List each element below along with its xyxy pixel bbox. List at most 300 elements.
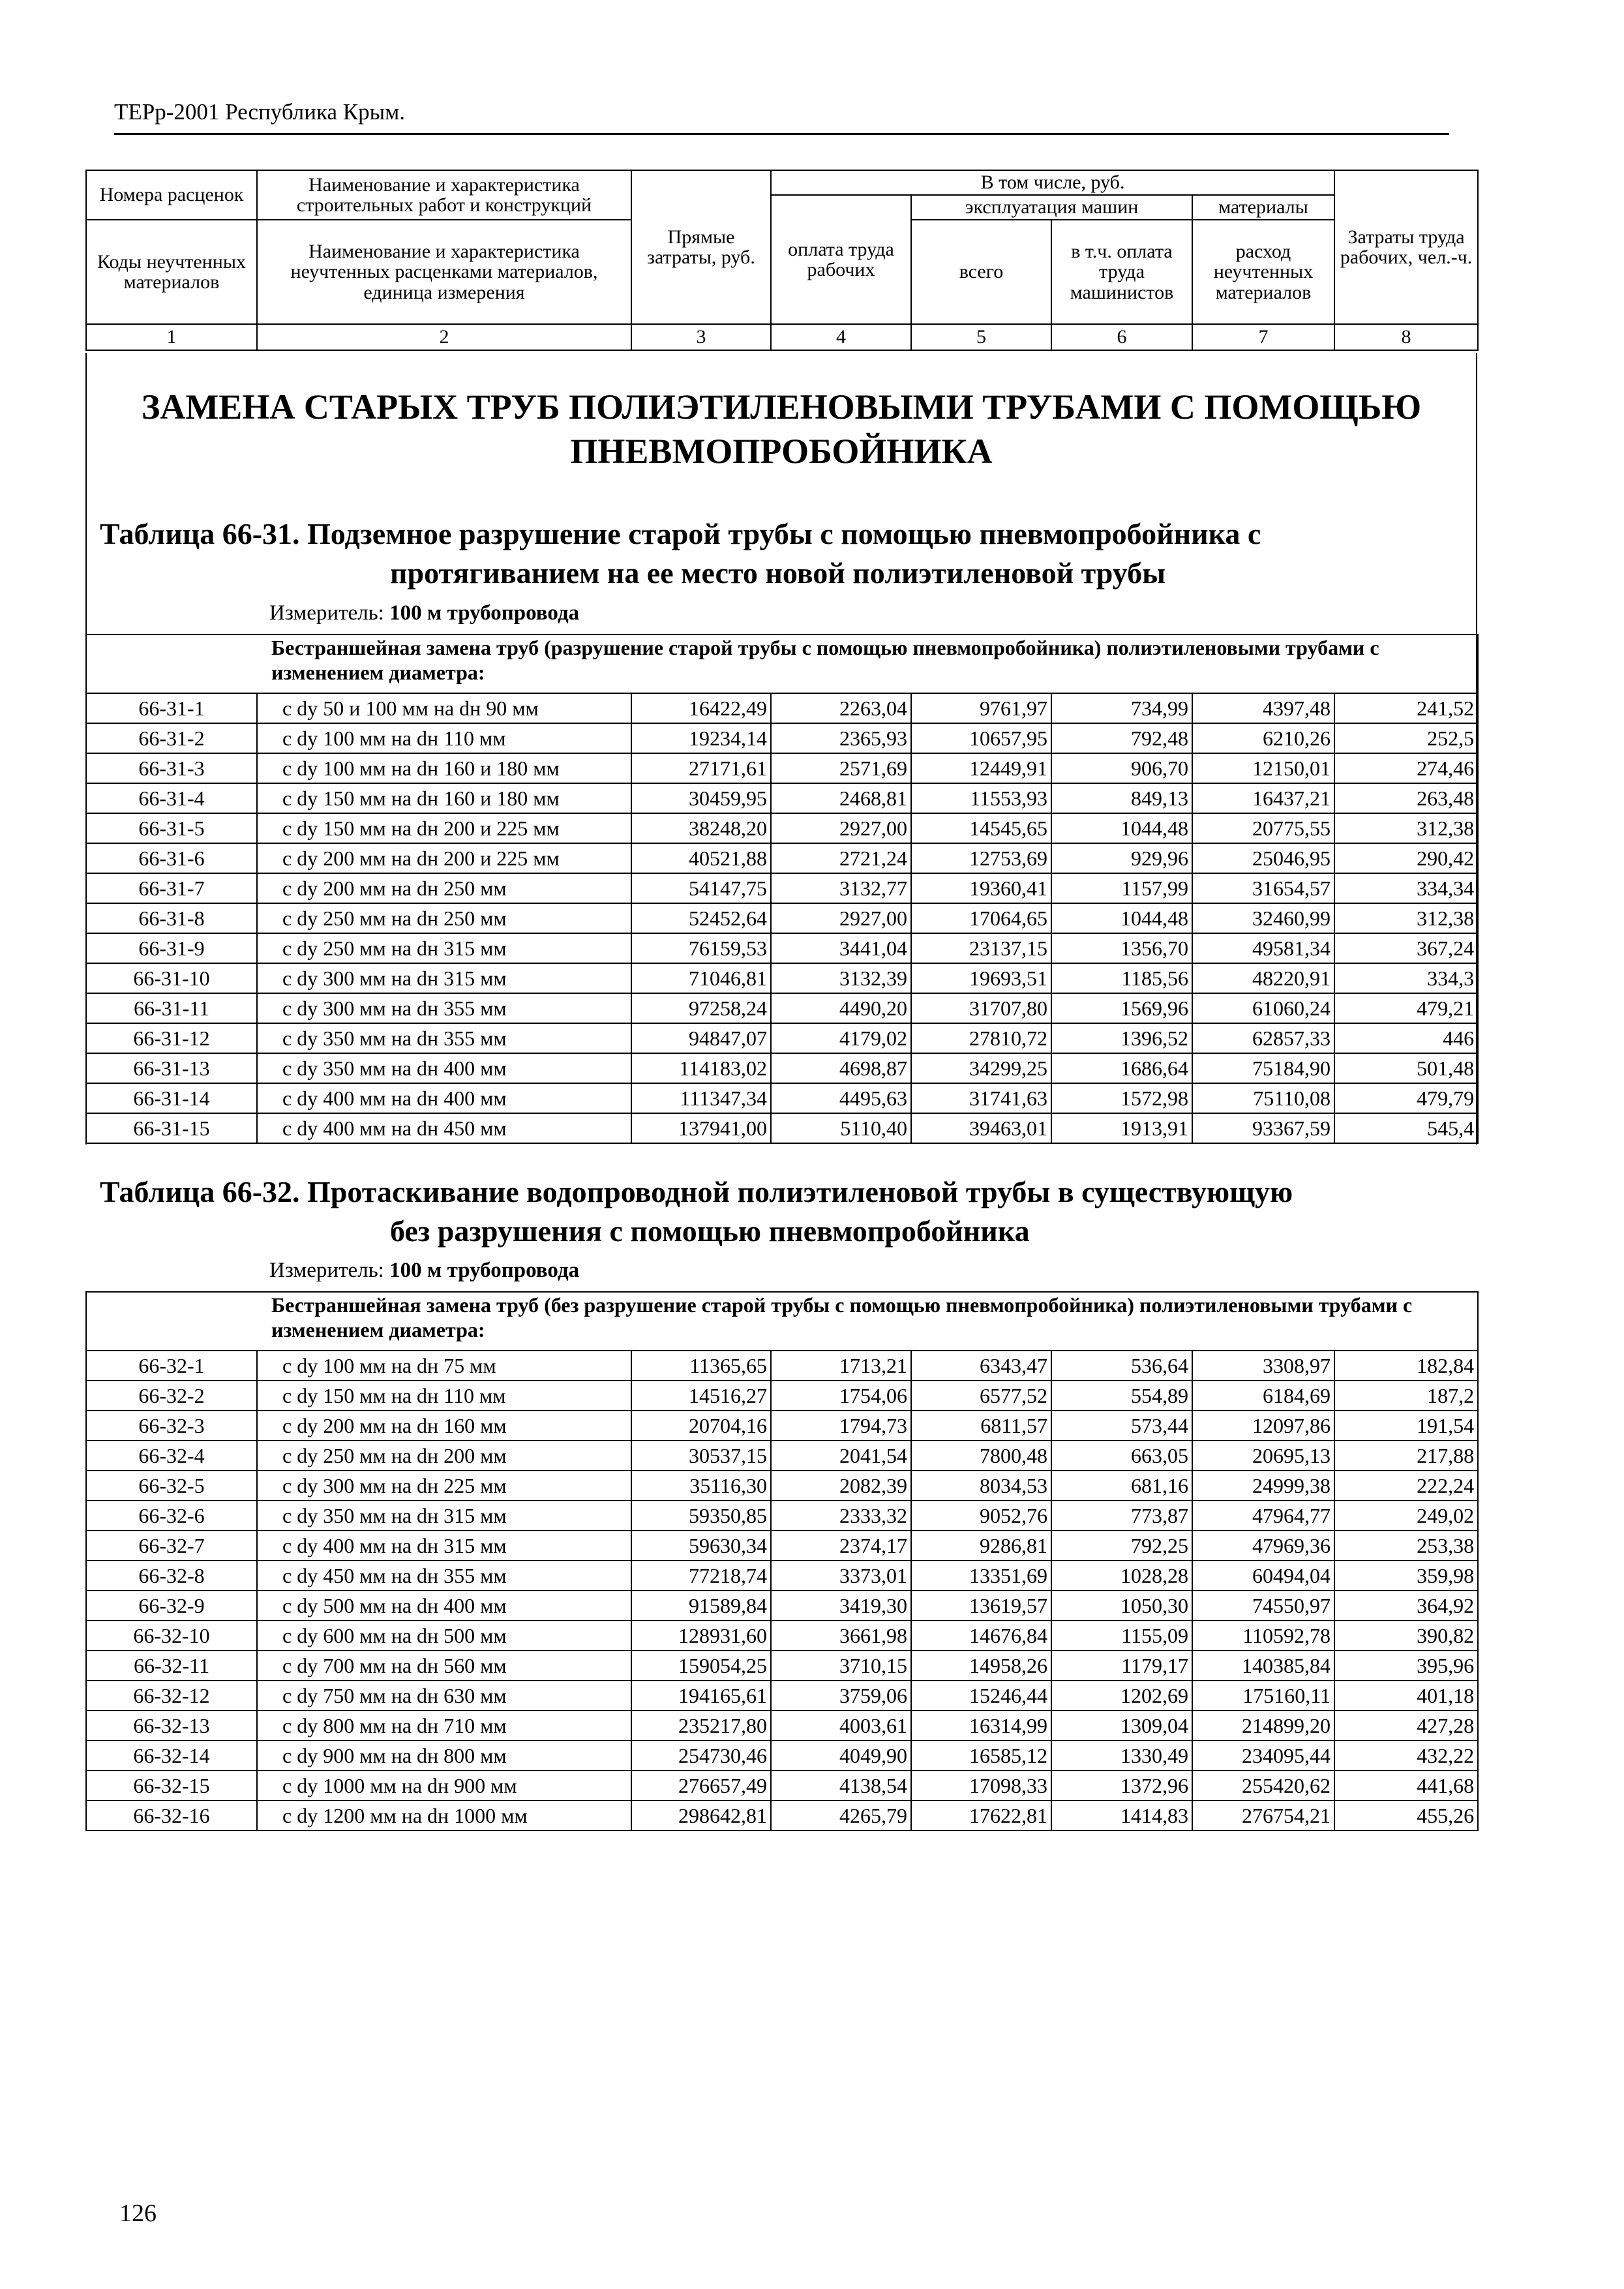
materials-cell: 75110,08 — [1192, 1083, 1334, 1113]
machine-total-cell: 14958,26 — [911, 1651, 1051, 1681]
labor-pay-cell: 4265,79 — [771, 1801, 911, 1831]
worker-hours-cell: 182,84 — [1334, 1351, 1478, 1381]
table1-title-line1: Таблица 66-31. Подземное разрушение старой трубы с помощью пневмопробойника с — [100, 517, 1261, 550]
table-row — [86, 1471, 1478, 1501]
materials-cell: 60494,04 — [1192, 1561, 1334, 1591]
section-title: ЗАМЕНА СТАРЫХ ТРУБ ПОЛИЭТИЛЕНОВЫМИ ТРУБАМИ С ПОМОЩЬЮ ПНЕВМОПРОБОЙНИКА — [141, 387, 1422, 471]
work-name-cell: с dy 900 мм на dн 800 мм — [257, 1741, 631, 1771]
work-name-cell: с dy 250 мм на dн 315 мм — [257, 933, 631, 963]
labor-pay-cell: 2927,00 — [771, 903, 911, 933]
operator-pay-cell: 1414,83 — [1051, 1801, 1192, 1831]
labor-pay-cell: 2263,04 — [771, 693, 911, 723]
direct-costs-cell: 30537,15 — [631, 1441, 771, 1471]
worker-hours-cell: 401,18 — [1334, 1681, 1478, 1711]
work-name-cell: с dy 400 мм на dн 315 мм — [257, 1531, 631, 1561]
page-number: 126 — [119, 2200, 157, 2227]
worker-hours-cell: 249,02 — [1334, 1501, 1478, 1531]
col-unaccounted-codes-header: Коды неучтенных материалов — [86, 220, 257, 324]
materials-cell: 20775,55 — [1192, 813, 1334, 843]
labor-pay-cell: 4179,02 — [771, 1023, 911, 1053]
operator-pay-cell: 1686,64 — [1051, 1053, 1192, 1083]
worker-hours-cell: 367,24 — [1334, 933, 1478, 963]
rate-code-cell: 66-32-1 — [86, 1351, 257, 1381]
rate-code-cell: 66-31-10 — [86, 963, 257, 993]
worker-hours-cell: 359,98 — [1334, 1561, 1478, 1591]
table-row — [86, 1113, 1478, 1143]
machine-total-cell: 6811,57 — [911, 1411, 1051, 1441]
col-number: 3 — [631, 324, 771, 350]
direct-costs-cell: 35116,30 — [631, 1471, 771, 1501]
labor-pay-cell: 4049,90 — [771, 1741, 911, 1771]
direct-costs-cell: 235217,80 — [631, 1711, 771, 1741]
operator-pay-cell: 849,13 — [1051, 783, 1192, 813]
worker-hours-cell: 390,82 — [1334, 1621, 1478, 1651]
col-name-header: Наименование и характеристика строительных работ и конструкций — [257, 170, 631, 220]
table-row — [86, 1083, 1478, 1113]
table-row — [86, 1441, 1478, 1471]
operator-pay-cell: 792,25 — [1051, 1531, 1192, 1561]
direct-costs-cell: 71046,81 — [631, 963, 771, 993]
operator-pay-cell: 536,64 — [1051, 1351, 1192, 1381]
machine-total-cell: 9286,81 — [911, 1531, 1051, 1561]
col-number: 2 — [257, 324, 631, 350]
materials-cell: 3308,97 — [1192, 1351, 1334, 1381]
labor-pay-cell: 1754,06 — [771, 1381, 911, 1411]
materials-cell: 62857,33 — [1192, 1023, 1334, 1053]
table-row — [86, 1621, 1478, 1651]
table-row — [86, 1381, 1478, 1411]
work-name-cell: с dy 350 мм на dн 400 мм — [257, 1053, 631, 1083]
col-materials-header: материалы — [1192, 195, 1334, 220]
rate-code-cell: 66-32-2 — [86, 1381, 257, 1411]
operator-pay-cell: 1157,99 — [1051, 873, 1192, 903]
worker-hours-cell: 187,2 — [1334, 1381, 1478, 1411]
machine-total-cell: 14676,84 — [911, 1621, 1051, 1651]
operator-pay-cell: 1028,28 — [1051, 1561, 1192, 1591]
worker-hours-cell: 217,88 — [1334, 1441, 1478, 1471]
work-name-cell: с dy 800 мм на dн 710 мм — [257, 1711, 631, 1741]
worker-hours-cell: 222,24 — [1334, 1471, 1478, 1501]
rate-code-cell: 66-32-15 — [86, 1771, 257, 1801]
work-name-cell: с dy 400 мм на dн 400 мм — [257, 1083, 631, 1113]
rate-code-cell: 66-32-8 — [86, 1561, 257, 1591]
worker-hours-cell: 545,4 — [1334, 1113, 1478, 1143]
rate-code-cell: 66-31-4 — [86, 783, 257, 813]
operator-pay-cell: 773,87 — [1051, 1501, 1192, 1531]
rate-code-cell: 66-32-13 — [86, 1711, 257, 1741]
table-row — [86, 783, 1478, 813]
col-unaccounted-materials-header: расход неучтенных материалов — [1192, 220, 1334, 324]
work-name-cell: с dy 300 мм на dн 315 мм — [257, 963, 631, 993]
table2-title-line1: Таблица 66-32. Протаскивание водопроводной полиэтиленовой трубы в существующую — [100, 1175, 1293, 1208]
machine-total-cell: 19360,41 — [911, 873, 1051, 903]
table-row — [86, 1561, 1478, 1591]
work-name-cell: с dy 200 мм на dн 250 мм — [257, 873, 631, 903]
work-name-cell: с dy 150 мм на dн 160 и 180 мм — [257, 783, 631, 813]
labor-pay-cell: 3419,30 — [771, 1591, 911, 1621]
machine-total-cell: 17622,81 — [911, 1801, 1051, 1831]
machine-total-cell: 39463,01 — [911, 1113, 1051, 1143]
table-row — [86, 933, 1478, 963]
labor-pay-cell: 3373,01 — [771, 1561, 911, 1591]
direct-costs-cell: 77218,74 — [631, 1561, 771, 1591]
worker-hours-cell: 501,48 — [1334, 1053, 1478, 1083]
operator-pay-cell: 1396,52 — [1051, 1023, 1192, 1053]
materials-cell: 214899,20 — [1192, 1711, 1334, 1741]
machine-total-cell: 14545,65 — [911, 813, 1051, 843]
col-codes-header: Номера расценок — [86, 170, 257, 220]
machine-total-cell: 13619,57 — [911, 1591, 1051, 1621]
direct-costs-cell: 254730,46 — [631, 1741, 771, 1771]
rate-code-cell: 66-32-16 — [86, 1801, 257, 1831]
rate-code-cell: 66-31-1 — [86, 693, 257, 723]
rate-code-cell: 66-31-13 — [86, 1053, 257, 1083]
operator-pay-cell: 1050,30 — [1051, 1591, 1192, 1621]
col-total-header: всего — [911, 220, 1051, 324]
operator-pay-cell: 1913,91 — [1051, 1113, 1192, 1143]
table1-title — [100, 515, 1261, 593]
materials-cell: 234095,44 — [1192, 1741, 1334, 1771]
table2-title — [100, 1173, 1293, 1251]
operator-pay-cell: 929,96 — [1051, 843, 1192, 873]
direct-costs-cell: 19234,14 — [631, 723, 771, 753]
rate-code-cell: 66-31-8 — [86, 903, 257, 933]
labor-pay-cell: 2468,81 — [771, 783, 911, 813]
labor-pay-cell: 2082,39 — [771, 1471, 911, 1501]
table-row — [86, 1501, 1478, 1531]
worker-hours-cell: 290,42 — [1334, 843, 1478, 873]
materials-cell: 16437,21 — [1192, 783, 1334, 813]
materials-cell: 12150,01 — [1192, 753, 1334, 783]
table1-data — [85, 634, 1479, 1144]
direct-costs-cell: 20704,16 — [631, 1411, 771, 1441]
table-row — [86, 993, 1478, 1023]
table-row — [86, 1351, 1478, 1381]
materials-cell: 24999,38 — [1192, 1471, 1334, 1501]
labor-pay-cell: 2365,93 — [771, 723, 911, 753]
rate-code-cell: 66-31-12 — [86, 1023, 257, 1053]
worker-hours-cell: 432,22 — [1334, 1741, 1478, 1771]
rate-code-cell: 66-32-12 — [86, 1681, 257, 1711]
machine-total-cell: 17064,65 — [911, 903, 1051, 933]
work-name-cell: с dy 350 мм на dн 355 мм — [257, 1023, 631, 1053]
machine-total-cell: 13351,69 — [911, 1561, 1051, 1591]
col-number: 6 — [1051, 324, 1192, 350]
worker-hours-cell: 395,96 — [1334, 1651, 1478, 1681]
materials-cell: 6210,26 — [1192, 723, 1334, 753]
direct-costs-cell: 137941,00 — [631, 1113, 771, 1143]
machine-total-cell: 34299,25 — [911, 1053, 1051, 1083]
work-name-cell: с dy 600 мм на dн 500 мм — [257, 1621, 631, 1651]
materials-cell: 255420,62 — [1192, 1771, 1334, 1801]
col-number: 5 — [911, 324, 1051, 350]
rate-code-cell: 66-31-7 — [86, 873, 257, 903]
table-row — [86, 873, 1478, 903]
worker-hours-cell: 252,5 — [1334, 723, 1478, 753]
work-name-cell: с dy 250 мм на dн 200 мм — [257, 1441, 631, 1471]
operator-pay-cell: 1309,04 — [1051, 1711, 1192, 1741]
rate-code-cell: 66-32-4 — [86, 1441, 257, 1471]
worker-hours-cell: 364,92 — [1334, 1591, 1478, 1621]
rate-code-cell: 66-31-9 — [86, 933, 257, 963]
materials-cell: 12097,86 — [1192, 1411, 1334, 1441]
direct-costs-cell: 276657,49 — [631, 1771, 771, 1801]
machine-total-cell: 17098,33 — [911, 1771, 1051, 1801]
labor-pay-cell: 4003,61 — [771, 1711, 911, 1741]
direct-costs-cell: 59630,34 — [631, 1531, 771, 1561]
labor-pay-cell: 1713,21 — [771, 1351, 911, 1381]
table-row — [86, 1651, 1478, 1681]
machine-total-cell: 6577,52 — [911, 1381, 1051, 1411]
direct-costs-cell: 27171,61 — [631, 753, 771, 783]
worker-hours-cell: 479,79 — [1334, 1083, 1478, 1113]
table-row — [86, 1531, 1478, 1561]
work-name-cell: с dy 100 мм на dн 160 и 180 мм — [257, 753, 631, 783]
operator-pay-cell: 554,89 — [1051, 1381, 1192, 1411]
table1-measure — [269, 601, 579, 625]
work-name-cell: с dy 150 мм на dн 200 и 225 мм — [257, 813, 631, 843]
rate-code-cell: 66-32-10 — [86, 1621, 257, 1651]
col-number: 4 — [771, 324, 911, 350]
rate-code-cell: 66-31-15 — [86, 1113, 257, 1143]
rate-code-cell: 66-31-14 — [86, 1083, 257, 1113]
materials-cell: 110592,78 — [1192, 1621, 1334, 1651]
machine-total-cell: 31707,80 — [911, 993, 1051, 1023]
work-name-cell: с dy 200 мм на dн 200 и 225 мм — [257, 843, 631, 873]
measure-label: Измеритель: — [269, 1259, 384, 1282]
materials-cell: 49581,34 — [1192, 933, 1334, 963]
table-row — [86, 843, 1478, 873]
machine-total-cell: 12753,69 — [911, 843, 1051, 873]
operator-pay-cell: 1372,96 — [1051, 1771, 1192, 1801]
work-name-cell: с dy 1200 мм на dн 1000 мм — [257, 1801, 631, 1831]
materials-cell: 140385,84 — [1192, 1651, 1334, 1681]
operator-pay-cell: 663,05 — [1051, 1441, 1192, 1471]
direct-costs-cell: 54147,75 — [631, 873, 771, 903]
direct-costs-cell: 40521,88 — [631, 843, 771, 873]
labor-pay-cell: 2333,32 — [771, 1501, 911, 1531]
worker-hours-cell: 334,34 — [1334, 873, 1478, 903]
materials-cell: 93367,59 — [1192, 1113, 1334, 1143]
table-row — [86, 753, 1478, 783]
col-labor-pay-header: оплата труда рабочих — [771, 195, 911, 324]
table-row — [86, 1591, 1478, 1621]
table-row — [86, 963, 1478, 993]
operator-pay-cell: 1155,09 — [1051, 1621, 1192, 1651]
operator-pay-cell: 681,16 — [1051, 1471, 1192, 1501]
worker-hours-cell: 441,68 — [1334, 1771, 1478, 1801]
rate-code-cell: 66-32-9 — [86, 1591, 257, 1621]
work-name-cell: с dy 50 и 100 мм на dн 90 мм — [257, 693, 631, 723]
measure-value: 100 м трубопровода — [389, 1259, 580, 1282]
worker-hours-cell: 312,38 — [1334, 813, 1478, 843]
work-name-cell: с dy 100 мм на dн 110 мм — [257, 723, 631, 753]
materials-cell: 20695,13 — [1192, 1441, 1334, 1471]
operator-pay-cell: 906,70 — [1051, 753, 1192, 783]
machine-total-cell: 8034,53 — [911, 1471, 1051, 1501]
machine-total-cell: 31741,63 — [911, 1083, 1051, 1113]
operator-pay-cell: 1044,48 — [1051, 813, 1192, 843]
labor-pay-cell: 1794,73 — [771, 1411, 911, 1441]
worker-hours-cell: 253,38 — [1334, 1531, 1478, 1561]
labor-pay-cell: 2721,24 — [771, 843, 911, 873]
table-row — [86, 1711, 1478, 1741]
labor-pay-cell: 2041,54 — [771, 1441, 911, 1471]
work-name-cell: с dy 500 мм на dн 400 мм — [257, 1591, 631, 1621]
table2-data — [85, 1291, 1479, 1831]
machine-total-cell: 15246,44 — [911, 1681, 1051, 1711]
col-incl-header: В том числе, руб. — [771, 170, 1334, 195]
table-row — [86, 693, 1478, 723]
header-divider — [114, 133, 1449, 135]
materials-cell: 4397,48 — [1192, 693, 1334, 723]
measure-value: 100 м трубопровода — [389, 601, 580, 625]
labor-pay-cell: 4490,20 — [771, 993, 911, 1023]
worker-hours-cell: 446 — [1334, 1023, 1478, 1053]
direct-costs-cell: 14516,27 — [631, 1381, 771, 1411]
direct-costs-cell: 91589,84 — [631, 1591, 771, 1621]
machine-total-cell: 7800,48 — [911, 1441, 1051, 1471]
table-row — [86, 903, 1478, 933]
work-name-cell: с dy 300 мм на dн 355 мм — [257, 993, 631, 1023]
worker-hours-cell: 312,38 — [1334, 903, 1478, 933]
table2-title-line2: без разрушения с помощью пневмопробойника — [390, 1214, 1030, 1248]
work-name-cell: с dy 750 мм на dн 630 мм — [257, 1681, 631, 1711]
labor-pay-cell: 4698,87 — [771, 1053, 911, 1083]
machine-total-cell: 10657,95 — [911, 723, 1051, 753]
table-row — [86, 1771, 1478, 1801]
labor-pay-cell: 3132,77 — [771, 873, 911, 903]
materials-cell: 74550,97 — [1192, 1591, 1334, 1621]
work-name-cell: с dy 700 мм на dн 560 мм — [257, 1651, 631, 1681]
labor-pay-cell: 5110,40 — [771, 1113, 911, 1143]
measure-label: Измеритель: — [269, 601, 384, 625]
direct-costs-cell: 94847,07 — [631, 1023, 771, 1053]
table-row — [86, 1023, 1478, 1053]
materials-cell: 61060,24 — [1192, 993, 1334, 1023]
materials-cell: 75184,90 — [1192, 1053, 1334, 1083]
machine-total-cell: 6343,47 — [911, 1351, 1051, 1381]
machine-total-cell: 9761,97 — [911, 693, 1051, 723]
work-name-cell: с dy 300 мм на dн 225 мм — [257, 1471, 631, 1501]
table-row — [86, 723, 1478, 753]
machine-total-cell: 19693,51 — [911, 963, 1051, 993]
table-row — [86, 1053, 1478, 1083]
direct-costs-cell: 159054,25 — [631, 1651, 771, 1681]
labor-pay-cell: 2571,69 — [771, 753, 911, 783]
col-operators-header: в т.ч. оплата труда машинистов — [1051, 220, 1192, 324]
materials-cell: 31654,57 — [1192, 873, 1334, 903]
operator-pay-cell: 1356,70 — [1051, 933, 1192, 963]
machine-total-cell: 23137,15 — [911, 933, 1051, 963]
direct-costs-cell: 298642,81 — [631, 1801, 771, 1831]
table-row — [86, 1411, 1478, 1441]
materials-cell: 175160,11 — [1192, 1681, 1334, 1711]
rate-code-cell: 66-32-3 — [86, 1411, 257, 1441]
operator-pay-cell: 1202,69 — [1051, 1681, 1192, 1711]
direct-costs-cell: 11365,65 — [631, 1351, 771, 1381]
labor-pay-cell: 2374,17 — [771, 1531, 911, 1561]
worker-hours-cell: 427,28 — [1334, 1711, 1478, 1741]
work-name-cell: с dy 150 мм на dн 110 мм — [257, 1381, 631, 1411]
work-name-cell: с dy 100 мм на dн 75 мм — [257, 1351, 631, 1381]
rate-code-cell: 66-31-3 — [86, 753, 257, 783]
rate-code-cell: 66-32-5 — [86, 1471, 257, 1501]
rate-code-cell: 66-32-6 — [86, 1501, 257, 1531]
materials-cell: 32460,99 — [1192, 903, 1334, 933]
machine-total-cell: 11553,93 — [911, 783, 1051, 813]
col-number: 1 — [86, 324, 257, 350]
labor-pay-cell: 3661,98 — [771, 1621, 911, 1651]
col-direct-costs-header: Прямые затраты, руб. — [631, 170, 771, 324]
worker-hours-cell: 479,21 — [1334, 993, 1478, 1023]
table1-note: Бестраншейная замена труб (разрушение старой трубы с помощью пневмопробойника) полиэтиленовыми трубами с изменением диаметра: — [86, 635, 1478, 693]
document-header: ТЕРр-2001 Республика Крым. — [114, 99, 405, 125]
operator-pay-cell: 1569,96 — [1051, 993, 1192, 1023]
materials-cell: 25046,95 — [1192, 843, 1334, 873]
table2-measure — [269, 1259, 579, 1283]
labor-pay-cell: 3710,15 — [771, 1651, 911, 1681]
rate-code-cell: 66-31-11 — [86, 993, 257, 1023]
work-name-cell: с dy 250 мм на dн 250 мм — [257, 903, 631, 933]
table-row — [86, 1681, 1478, 1711]
operator-pay-cell: 734,99 — [1051, 693, 1192, 723]
materials-cell: 47969,36 — [1192, 1531, 1334, 1561]
labor-pay-cell: 4495,63 — [771, 1083, 911, 1113]
operator-pay-cell: 1044,48 — [1051, 903, 1192, 933]
table-row — [86, 813, 1478, 843]
operator-pay-cell: 792,48 — [1051, 723, 1192, 753]
operator-pay-cell: 1179,17 — [1051, 1651, 1192, 1681]
direct-costs-cell: 38248,20 — [631, 813, 771, 843]
machine-total-cell: 16314,99 — [911, 1711, 1051, 1741]
machine-total-cell: 9052,76 — [911, 1501, 1051, 1531]
machine-total-cell: 27810,72 — [911, 1023, 1051, 1053]
worker-hours-cell: 455,26 — [1334, 1801, 1478, 1831]
worker-hours-cell: 241,52 — [1334, 693, 1478, 723]
worker-hours-cell: 274,46 — [1334, 753, 1478, 783]
machine-total-cell: 12449,91 — [911, 753, 1051, 783]
materials-cell: 276754,21 — [1192, 1801, 1334, 1831]
rate-code-cell: 66-31-6 — [86, 843, 257, 873]
direct-costs-cell: 16422,49 — [631, 693, 771, 723]
direct-costs-cell: 114183,02 — [631, 1053, 771, 1083]
rate-code-cell: 66-32-14 — [86, 1741, 257, 1771]
col-worker-hours-header: Затраты труда рабочих, чел.-ч. — [1334, 170, 1478, 324]
worker-hours-cell: 263,48 — [1334, 783, 1478, 813]
col-machine-ops-header: эксплуатация машин — [911, 195, 1192, 220]
direct-costs-cell: 128931,60 — [631, 1621, 771, 1651]
labor-pay-cell: 3759,06 — [771, 1681, 911, 1711]
rate-code-cell: 66-31-5 — [86, 813, 257, 843]
direct-costs-cell: 30459,95 — [631, 783, 771, 813]
operator-pay-cell: 1330,49 — [1051, 1741, 1192, 1771]
direct-costs-cell: 76159,53 — [631, 933, 771, 963]
work-name-cell: с dy 400 мм на dн 450 мм — [257, 1113, 631, 1143]
materials-cell: 6184,69 — [1192, 1381, 1334, 1411]
table-row — [86, 1741, 1478, 1771]
work-name-cell: с dy 350 мм на dн 315 мм — [257, 1501, 631, 1531]
work-name-cell: с dy 1000 мм на dн 900 мм — [257, 1771, 631, 1801]
rate-code-cell: 66-31-2 — [86, 723, 257, 753]
labor-pay-cell: 2927,00 — [771, 813, 911, 843]
direct-costs-cell: 111347,34 — [631, 1083, 771, 1113]
machine-total-cell: 16585,12 — [911, 1741, 1051, 1771]
rate-code-cell: 66-32-7 — [86, 1531, 257, 1561]
labor-pay-cell: 3441,04 — [771, 933, 911, 963]
operator-pay-cell: 1185,56 — [1051, 963, 1192, 993]
column-header-table — [85, 170, 1479, 351]
